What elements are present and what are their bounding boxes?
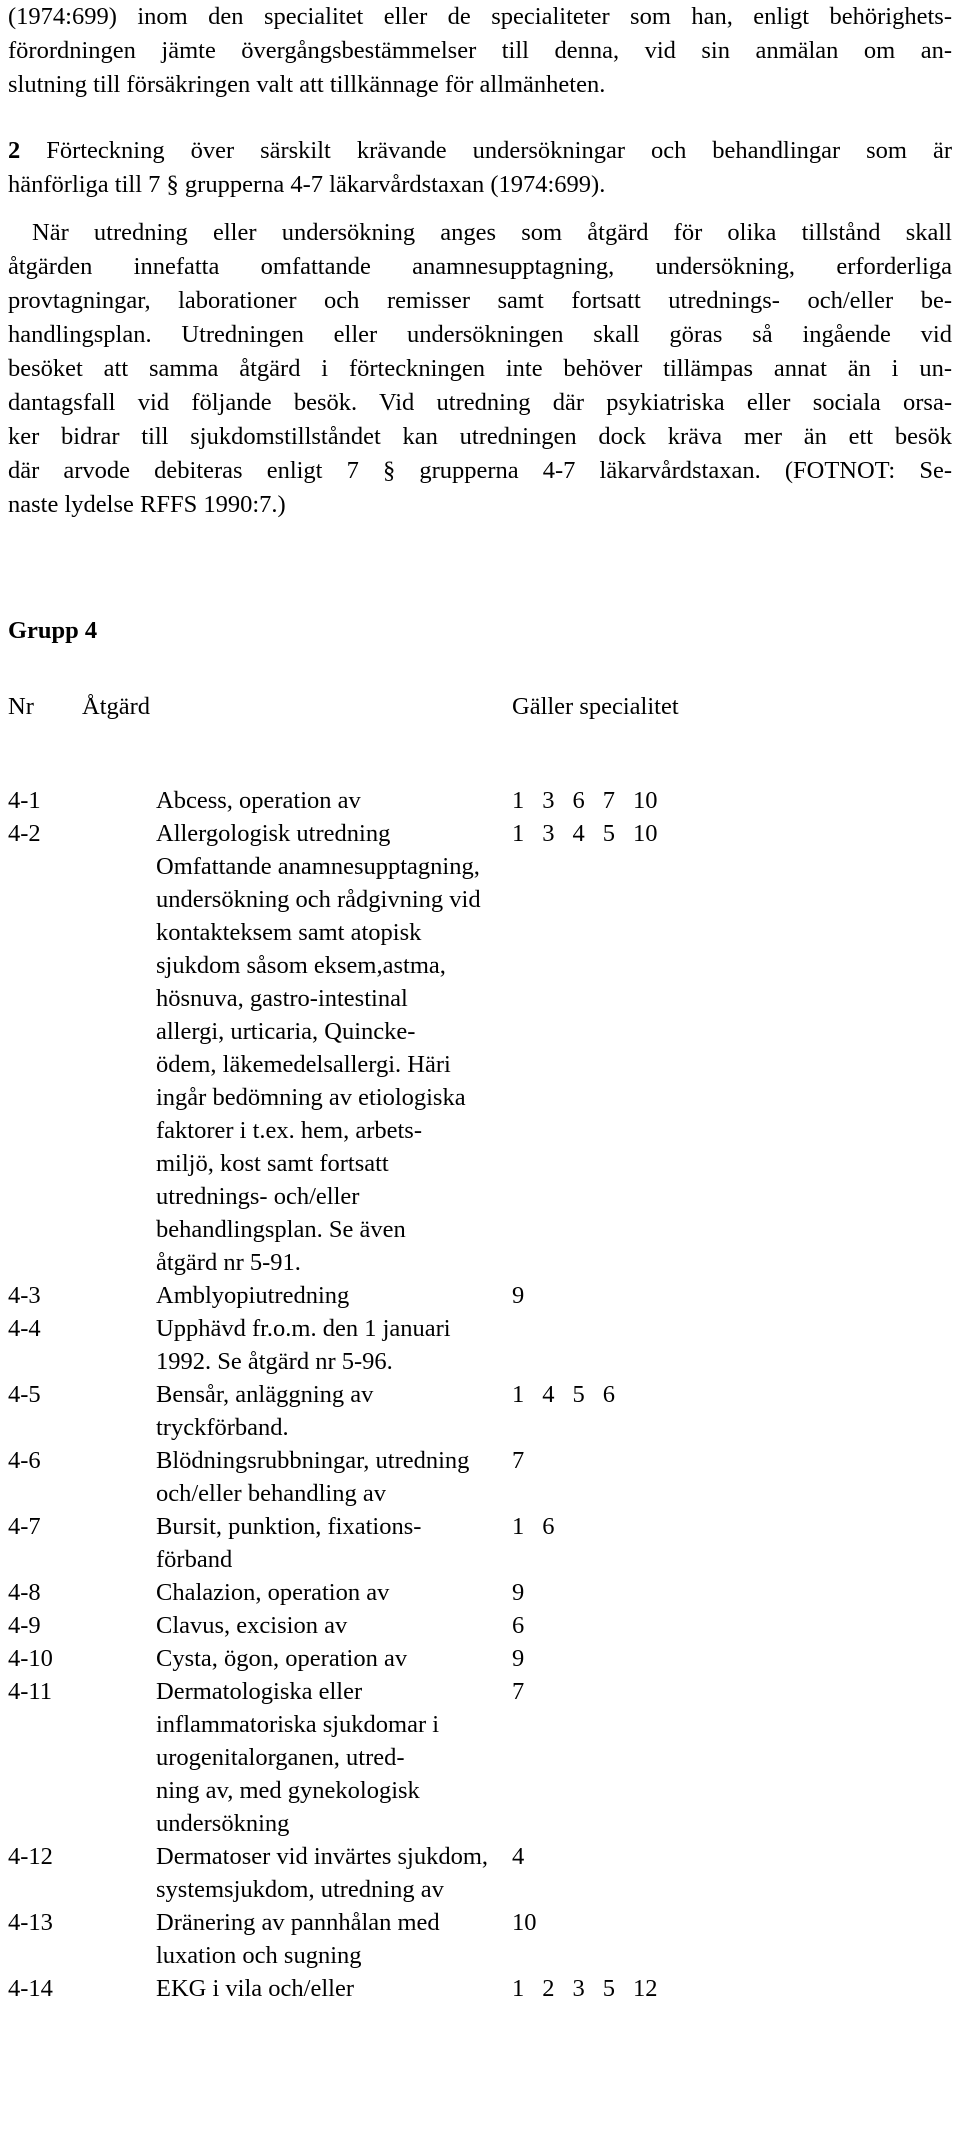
row-specialities <box>512 1378 633 1411</box>
speciality-code: 6 <box>572 787 585 814</box>
row-number: 4-7 <box>8 1513 41 1540</box>
description-line: Bursit, punktion, fixations- <box>156 1513 422 1540</box>
speciality-code: 10 <box>633 787 658 814</box>
paragraph-line: slutning till försäkringen valt att tillkännage för allmänheten. <box>8 71 606 98</box>
row-specialities <box>512 1444 542 1477</box>
section-2-paragraph <box>8 134 952 202</box>
row-number: 4-1 <box>8 787 41 814</box>
table-row <box>8 1444 952 1510</box>
table-row <box>8 1972 952 2005</box>
row-specialities <box>512 784 676 817</box>
row-number: 4-14 <box>8 1975 53 2002</box>
description-line: Dränering av pannhålan med <box>156 1909 440 1936</box>
paragraph-line: dantagsfall vid följande besök. Vid utredning där psykiatriska eller sociala orsa- <box>8 389 952 416</box>
table-row <box>8 1312 952 1378</box>
row-description <box>156 1312 576 1378</box>
row-specialities <box>512 1675 542 1708</box>
table-row <box>8 1609 952 1642</box>
row-specialities <box>512 1642 542 1675</box>
description-line: undersökning och rådgivning vid <box>156 886 481 913</box>
description-line: Chalazion, operation av <box>156 1579 390 1606</box>
table-row <box>8 1510 952 1576</box>
speciality-code: 3 <box>572 1975 585 2002</box>
description-line: Clavus, excision av <box>156 1612 348 1639</box>
speciality-code: 1 <box>512 1381 525 1408</box>
speciality-code: 12 <box>633 1975 658 2002</box>
speciality-code: 5 <box>572 1381 585 1408</box>
description-line: Dermatologiska eller <box>156 1678 363 1705</box>
speciality-code: 7 <box>512 1678 525 1705</box>
description-line: EKG i vila och/eller <box>156 1975 354 2002</box>
description-line: urogenitalorganen, utred- <box>156 1744 405 1771</box>
row-specialities <box>512 1840 542 1873</box>
description-line: allergi, urticaria, Quincke- <box>156 1018 416 1045</box>
speciality-code: 4 <box>512 1843 525 1870</box>
description-line: Abcess, operation av <box>156 787 361 814</box>
paragraph-line: hänförliga till 7 § grupperna 4-7 läkarvårdstaxan (1974:699). <box>8 171 606 198</box>
speciality-code: 6 <box>602 1381 615 1408</box>
row-specialities <box>512 1972 676 2005</box>
description-line: 1992. Se åtgärd nr 5-96. <box>156 1348 393 1375</box>
description-line: sjukdom såsom eksem,astma, <box>156 952 446 979</box>
description-line: förband <box>156 1546 233 1573</box>
description-line: ingår bedömning av etiologiska <box>156 1084 466 1111</box>
paragraph-line: besöket att samma åtgärd i förteckningen inte behöver tillämpas annat än i un- <box>8 355 952 382</box>
header-specialitet: Gäller specialitet <box>512 693 679 720</box>
description-line: Omfattande anamnesupptagning, <box>156 853 480 880</box>
header-atgard: Åtgärd <box>82 693 151 720</box>
paragraph-line <box>8 134 952 168</box>
description-line: miljö, kost samt fortsatt <box>156 1150 389 1177</box>
table-row <box>8 1378 952 1444</box>
description-line: Dermatoser vid invärtes sjukdom, <box>156 1843 489 1870</box>
group-heading: Grupp 4 <box>8 617 98 644</box>
row-number: 4-13 <box>8 1909 53 1936</box>
description-line: luxation och sugning <box>156 1942 362 1969</box>
explanation-paragraph <box>8 216 952 522</box>
description-line: Allergologisk utredning <box>156 820 391 847</box>
table-row <box>8 784 952 817</box>
description-line: Upphävd fr.o.m. den 1 januari <box>156 1315 451 1342</box>
description-line: behandlingsplan. Se även <box>156 1216 406 1243</box>
section-number: 2 <box>8 137 21 164</box>
speciality-code: 10 <box>633 820 658 847</box>
speciality-code: 10 <box>512 1909 537 1936</box>
speciality-code: 7 <box>512 1447 525 1474</box>
paragraph-line: När utredning eller undersökning anges som åtgärd för olika tillstånd skall <box>32 219 952 246</box>
description-line: kontakteksem samt atopisk <box>156 919 422 946</box>
row-number: 4-5 <box>8 1381 41 1408</box>
row-specialities <box>512 1609 542 1642</box>
row-number: 4-10 <box>8 1645 53 1672</box>
speciality-code: 4 <box>542 1381 555 1408</box>
description-line: undersökning <box>156 1810 290 1837</box>
row-specialities <box>512 1279 542 1312</box>
speciality-code: 1 <box>512 787 525 814</box>
description-line: hösnuva, gastro-intestinal <box>156 985 408 1012</box>
speciality-code: 3 <box>542 787 555 814</box>
speciality-code: 1 <box>512 1975 525 2002</box>
row-number: 4-2 <box>8 820 41 847</box>
description-line: systemsjukdom, utredning av <box>156 1876 444 1903</box>
paragraph-line: där arvode debiteras enligt 7 § grupperna 4-7 läkarvårdstaxan. (FOTNOT: Se- <box>8 457 952 484</box>
description-line: Amblyopiutredning <box>156 1282 350 1309</box>
row-specialities <box>512 1576 542 1609</box>
speciality-code: 6 <box>512 1612 525 1639</box>
row-number: 4-3 <box>8 1282 41 1309</box>
table-row <box>8 1840 952 1906</box>
speciality-code: 2 <box>542 1975 555 2002</box>
speciality-code: 9 <box>512 1579 525 1606</box>
description-line: ödem, läkemedelsallergi. Häri <box>156 1051 451 1078</box>
row-number: 4-8 <box>8 1579 41 1606</box>
description-line: tryckförband. <box>156 1414 289 1441</box>
paragraph-line: åtgärden innefatta omfattande anamnesupptagning, undersökning, erforderliga <box>8 253 952 280</box>
row-number: 4-11 <box>8 1678 52 1705</box>
row-number: 4-9 <box>8 1612 41 1639</box>
description-line: Blödningsrubbningar, utredning <box>156 1447 470 1474</box>
table-row <box>8 817 952 1279</box>
table-row <box>8 1642 952 1675</box>
table-header <box>8 690 952 724</box>
speciality-code: 1 <box>512 820 525 847</box>
speciality-code: 5 <box>602 1975 615 2002</box>
description-line: ning av, med gynekologisk <box>156 1777 420 1804</box>
description-line: inflammatoriska sjukdomar i <box>156 1711 440 1738</box>
row-specialities <box>512 817 676 850</box>
speciality-code: 9 <box>512 1645 525 1672</box>
speciality-code: 4 <box>572 820 585 847</box>
speciality-code: 5 <box>602 820 615 847</box>
table-row <box>8 1675 952 1840</box>
section-2-text: Förteckning över särskilt krävande undersökningar och behandlingar som är <box>46 137 952 164</box>
row-number: 4-6 <box>8 1447 41 1474</box>
speciality-code: 1 <box>512 1513 525 1540</box>
description-line: och/eller behandling av <box>156 1480 386 1507</box>
header-nr: Nr <box>8 693 34 720</box>
table-row <box>8 1279 952 1312</box>
description-line: faktorer i t.ex. hem, arbets- <box>156 1117 422 1144</box>
table-row <box>8 1906 952 1972</box>
table-row <box>8 1576 952 1609</box>
paragraph-line: provtagningar, laborationer och remisser samt fortsatt utrednings- och/eller be- <box>8 287 952 314</box>
paragraph-line: handlingsplan. Utredningen eller undersökningen skall göras så ingående vid <box>8 321 952 348</box>
speciality-code: 6 <box>542 1513 555 1540</box>
row-specialities <box>512 1510 573 1543</box>
row-number: 4-4 <box>8 1315 41 1342</box>
paragraph-line: förordningen jämte övergångsbestämmelser till denna, vid sin anmälan om an- <box>8 37 952 64</box>
speciality-code: 9 <box>512 1282 525 1309</box>
row-number: 4-12 <box>8 1843 53 1870</box>
intro-paragraph <box>8 0 952 102</box>
speciality-code: 3 <box>542 820 555 847</box>
procedure-table <box>8 784 952 2005</box>
paragraph-line: naste lydelse RFFS 1990:7.) <box>8 491 286 518</box>
description-line: Bensår, anläggning av <box>156 1381 374 1408</box>
paragraph-line: ker bidrar till sjukdomstillståndet kan utredningen dock kräva mer än ett besök <box>8 423 952 450</box>
paragraph-line: (1974:699) inom den specialitet eller de specialiteter som han, enligt behörighets- <box>8 3 952 30</box>
speciality-code: 7 <box>602 787 615 814</box>
description-line: åtgärd nr 5-91. <box>156 1249 301 1276</box>
description-line: Cysta, ögon, operation av <box>156 1645 408 1672</box>
row-description <box>156 817 576 1279</box>
row-specialities <box>512 1906 555 1939</box>
description-line: utrednings- och/eller <box>156 1183 360 1210</box>
